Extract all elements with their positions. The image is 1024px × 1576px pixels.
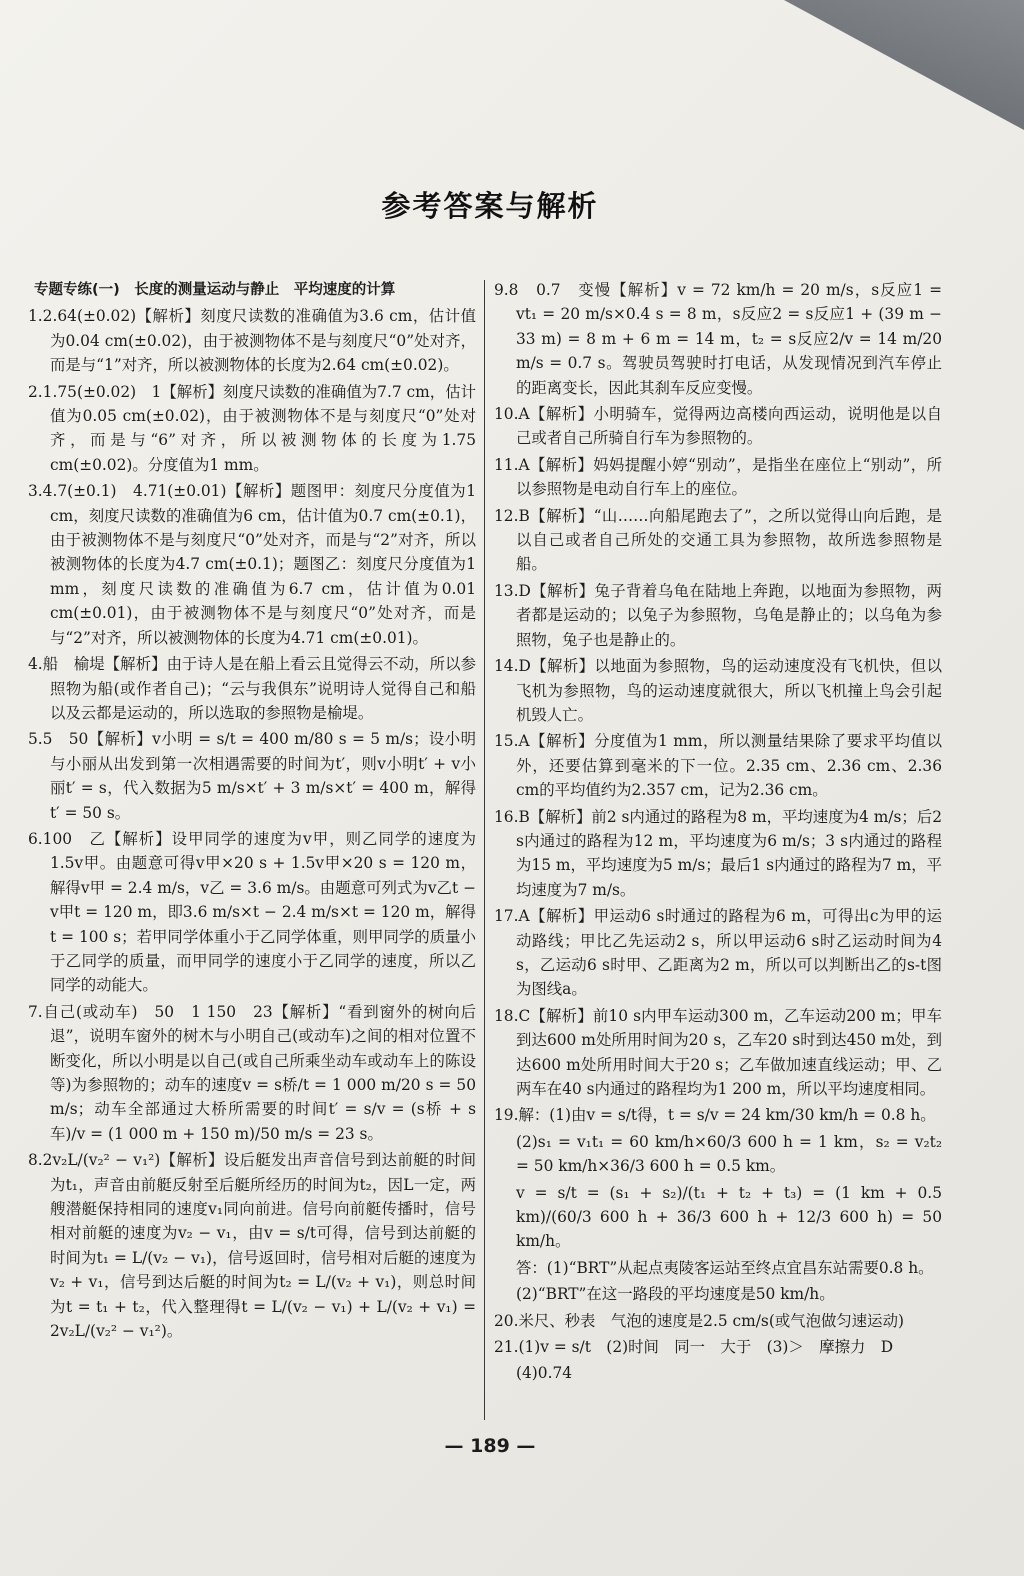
section-heading: 专题专练(一) 长度的测量运动与静止 平均速度的计算	[34, 282, 396, 298]
answer-8: 8.2v₂L/(v₂² − v₁²)【解析】设后艇发出声音信号到达前艇的时间为t₁，声音由前艇反射至后艇所经历的时间为t₂，因L一定，两艘潜艇保持相同的速度v₁同向前进。信号向前艇传播时，信号相对前艇的速度为v₂ − v₁，由v = s/t可得，信号到达前艇的时间为t₁ = L/(v₂ − v₁)，信号返回时，信号相对后艇的速度为v₂ + v₁，信号到达后艇的时间为t₂ = L/(v₂ + v₁)，则总时间为t = t₁ + t₂，代入整理得t = L/(v₂ − v₁) + L/(v₂ + v₁) = 2v₂L/(v₂² − v₁²)。	[28, 1151, 476, 1341]
answer-9: 9.8 0.7 变慢【解析】v = 72 km/h = 20 m/s，s反应1 = vt₁ = 20 m/s×0.4 s = 8 m，s反应2 = s反应1 + (39 m − 33 m) = 8 m + 6 m = 14 m，t₂ = s反应2/v = 14 m/20 m/s = 0.7 s。驾驶员驾驶时打电话，从发现情况到汽车停止的距离变长，因此其刹车反应变慢。	[494, 281, 942, 397]
answer-19-part1: 19.解：(1)由v = s/t得，t = s/v = 24 km/30 km/h = 0.8 h。	[494, 1106, 936, 1125]
right-column	[494, 278, 942, 1388]
answer-6: 6.100 乙【解析】设甲同学的速度为v甲，则乙同学的速度为1.5v甲。由题意可得v甲×20 s + 1.5v甲×20 s = 120 m，解得v甲 = 2.4 m/s，v乙 = 3.6 m/s。由题意可列式为v乙t − v甲t = 120 m，即3.6 m/s×t − 2.4 m/s×t = 120 m，解得t = 100 s；若甲同学体重小于乙同学体重，则甲同学的质量小于乙同学的质量，而甲同学的速度小于乙同学的速度，所以乙同学的动能大。	[28, 829, 476, 995]
answer-13: 13.D【解析】兔子背着乌龟在陆地上奔跑，以地面为参照物，两者都是运动的；以兔子为参照物，乌龟是静止的；以乌龟为参照物，兔子也是静止的。	[494, 581, 942, 649]
answer-14: 14.D【解析】以地面为参照物，鸟的运动速度没有飞机快，但以飞机为参照物，鸟的运动速度就很大，所以飞机撞上鸟会引起机毁人亡。	[494, 657, 942, 724]
answer-5: 5.5 50【解析】v小明 = s/t = 400 m/80 s = 5 m/s；设小明与小丽从出发到第一次相遇需要的时间为t′，则v小明t′ + v小丽t′ = s，代入数据为5 m/s×t′ + 3 m/s×t′ = 400 m，解得t′ = 50 s。	[28, 730, 476, 822]
answer-19-part2: (2)s₁ = v₁t₁ = 60 km/h×60/3 600 h = 1 km，s₂ = v₂t₂ = 50 km/h×36/3 600 h = 0.5 km。	[516, 1132, 942, 1176]
page-title: 参考答案与解析	[381, 189, 599, 223]
answer-11: 11.A【解析】妈妈提醒小婷“别动”，是指坐在座位上“别动”，所以参照物是电动自行车上的座位。	[494, 455, 942, 499]
left-column	[28, 278, 476, 1345]
answer-16: 16.B【解析】前2 s内通过的路程为8 m，平均速度为4 m/s；后2 s内通过的路程为12 m，平均速度为6 m/s；3 s内通过的路程为15 m，平均速度为5 m/s；最后1 s内通过的路程为7 m，平均速度为7 m/s。	[494, 807, 942, 899]
answer-19-part3: v = s/t = (s₁ + s₂)/(t₁ + t₂ + t₃) = (1 km + 0.5 km)/(60/3 600 h + 36/3 600 h + 12/3 600 h) = 50 km/h。	[516, 1183, 942, 1251]
answer-7: 7.自己(或动车) 50 1 150 23【解析】“看到窗外的树向后退”，说明车窗外的树木与小明自己(或动车)之间的相对位置不断变化，所以小明是以自己(或自己所乘坐动车或动车上的陈设等)为参照物的；动车的速度v = s桥/t = 1 000 m/20 s = 50 m/s；动车全部通过大桥所需要的时间t′ = s/v = (s桥 + s车)/v = (1 000 m + 150 m)/50 m/s = 23 s。	[28, 1002, 476, 1143]
answer-18: 18.C【解析】前10 s内甲车运动300 m，乙车运动200 m；甲车到达600 m处所用时间为20 s，乙车20 s时到达450 m处，到达600 m处所用时间大于20 s；乙车做加速直线运动；甲、乙两车在40 s内通过的路程均为1 200 m，所以平均速度相同。	[494, 1006, 942, 1098]
answer-4: 4.船 榆堤【解析】由于诗人是在船上看云且觉得云不动，所以参照物为船(或作者自己)；“云与我俱东”说明诗人觉得自己和船以及云都是运动的，所以选取的参照物是榆堤。	[28, 655, 476, 722]
page-number: — 189 —	[444, 1435, 536, 1457]
column-divider	[484, 280, 485, 1420]
answer-19-conclusion-1: 答：(1)“BRT”从起点夷陵客运站至终点宜昌东站需要0.8 h。	[516, 1258, 934, 1277]
answer-21: 21.(1)v = s/t (2)时间 同一 大于 (3)＞ 摩擦力 D	[494, 1338, 894, 1357]
answer-15: 15.A【解析】分度值为1 mm，所以测量结果除了要求平均值以外，还要估算到毫米的下一位。2.35 cm、2.36 cm、2.36 cm的平均值约为2.357 cm，记为2.36 cm。	[494, 732, 942, 800]
answer-12: 12.B【解析】“山……向船尾跑去了”，之所以觉得山向后跑，是以自己或者自己所处的交通工具为参照物，故所选参照物是船。	[494, 506, 942, 574]
answer-21-part4: (4)0.74	[516, 1364, 573, 1383]
answer-10: 10.A【解析】小明骑车，觉得两边高楼向西运动，说明他是以自己或者自己所骑自行车为参照物的。	[494, 405, 942, 448]
answer-19-conclusion-2: (2)“BRT”在这一路段的平均速度是50 km/h。	[516, 1285, 835, 1304]
folded-corner	[784, 0, 1024, 130]
answer-2: 2.1.75(±0.02) 1【解析】刻度尺读数的准确值为7.7 cm，估计值为0.05 cm(±0.02)，由于被测物体不是与刻度尺“0”处对齐，而是与“6”对齐，所以被测物体的长度为1.75 cm(±0.02)。分度值为1 mm。	[28, 382, 476, 474]
answer-17: 17.A【解析】甲运动6 s时通过的路程为6 m，可得出c为甲的运动路线；甲比乙先运动2 s，所以甲运动6 s时乙运动时间为4 s，乙运动6 s时甲、乙距离为2 m，所以可以判断出乙的s-t图为图线a。	[494, 907, 942, 999]
answer-20: 20.米尺、秒表 气泡的速度是2.5 cm/s(或气泡做匀速运动)	[494, 1311, 904, 1330]
answer-1: 1.2.64(±0.02)【解析】刻度尺读数的准确值为3.6 cm，估计值为0.04 cm(±0.02)，由于被测物体不是与刻度尺“0”处对齐，而是与“1”对齐，所以被测物体的长度为2.64 cm(±0.02)。	[28, 307, 476, 375]
answer-3: 3.4.7(±0.1) 4.71(±0.01)【解析】题图甲：刻度尺分度值为1 cm，刻度尺读数的准确值为6 cm，估计值为0.7 cm(±0.1)，由于被测物体不是与刻度尺“0”处对齐，而是与“2”对齐，所以被测物体的长度为4.7 cm(±0.1)；题图乙：刻度尺分度值为1 mm，刻度尺读数的准确值为6.7 cm，估计值为0.01 cm(±0.01)，由于被测物体不是与刻度尺“0”处对齐，而是与“2”对齐，所以被测物体的长度为4.71 cm(±0.01)。	[28, 482, 476, 647]
